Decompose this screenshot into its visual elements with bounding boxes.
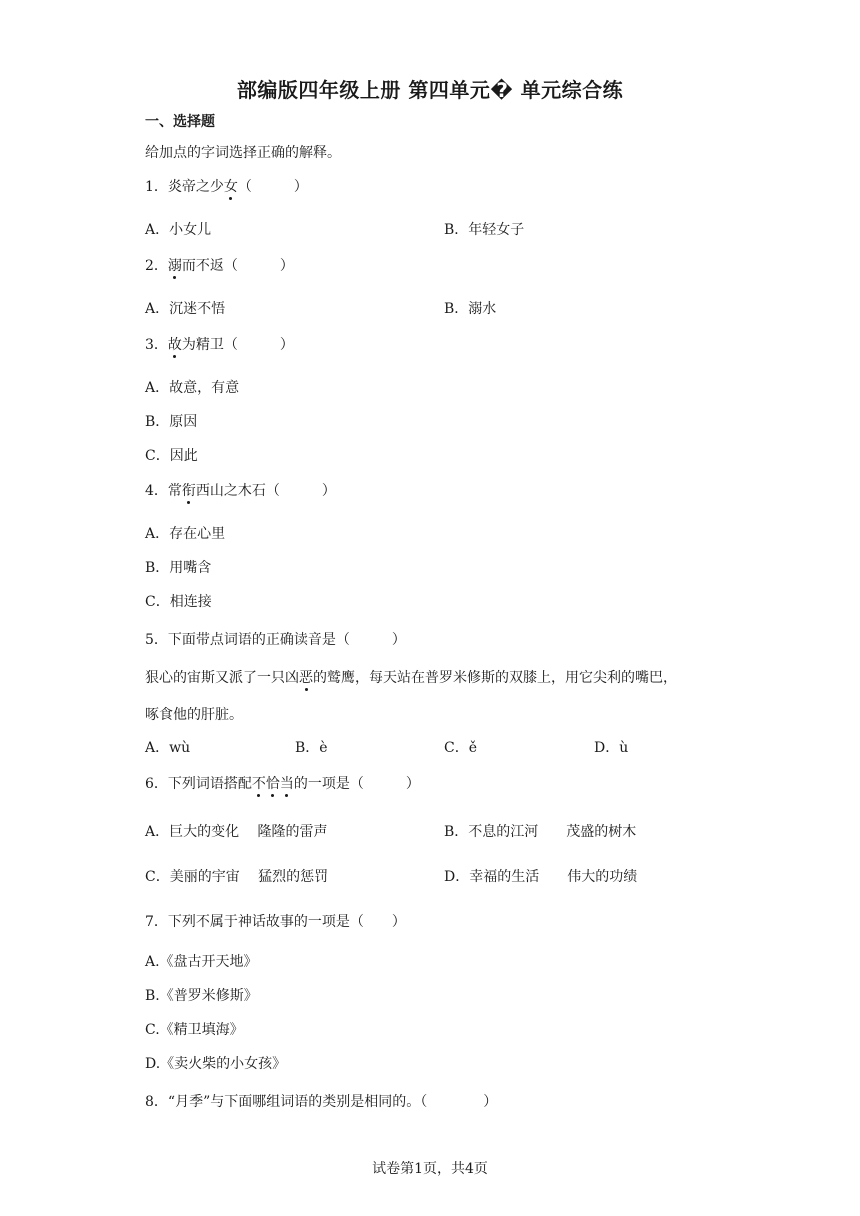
option-2a[interactable]: A．沉迷不悟 bbox=[145, 301, 226, 317]
option-6b[interactable]: B．不息的江河 茂盛的树木 bbox=[444, 824, 637, 840]
question-7: 7．下列不属于神话故事的一项是（ ） bbox=[145, 914, 406, 930]
emphasis-char: 衔 bbox=[181, 483, 196, 499]
option-7c[interactable]: C.《精卫填海》 bbox=[145, 1022, 244, 1038]
emphasis-char: 故 bbox=[167, 337, 182, 353]
question-2: 2．溺而不返（ ） bbox=[145, 258, 294, 274]
option-5b[interactable]: B．è bbox=[295, 740, 328, 756]
emphasis-char: 恰 bbox=[265, 776, 280, 792]
option-4b[interactable]: B．用嘴含 bbox=[145, 560, 212, 576]
option-6d[interactable]: D．幸福的生活 伟大的功绩 bbox=[444, 869, 638, 885]
question-1: 1．炎帝之少女（ ） bbox=[145, 179, 308, 195]
option-5a[interactable]: A．wù bbox=[145, 740, 191, 756]
question-4: 4．常衔西山之木石（ ） bbox=[145, 483, 336, 499]
emphasis-char: 女 bbox=[223, 179, 238, 195]
option-1b[interactable]: B．年轻女子 bbox=[444, 222, 525, 238]
option-3c[interactable]: C．因此 bbox=[145, 448, 198, 464]
option-2b[interactable]: B．溺水 bbox=[444, 301, 497, 317]
option-3b[interactable]: B．原因 bbox=[145, 414, 198, 430]
option-7a[interactable]: A.《盘古开天地》 bbox=[145, 954, 258, 970]
option-5d[interactable]: D．ù bbox=[594, 740, 629, 756]
option-5c[interactable]: C．ě bbox=[444, 740, 477, 756]
question-5: 5．下面带点词语的正确读音是（ ） bbox=[145, 632, 406, 648]
question-6: 6．下列词语搭配不恰当的一项是（ ） bbox=[145, 776, 420, 792]
option-7b[interactable]: B.《普罗米修斯》 bbox=[145, 988, 258, 1004]
passage-line-1: 狠心的宙斯又派了一只凶恶的鹫鹰，每天站在普罗米修斯的双膝上，用它尖利的嘴巴， bbox=[145, 670, 677, 686]
emphasis-char: 溺 bbox=[167, 258, 182, 274]
question-3: 3．故为精卫（ ） bbox=[145, 337, 294, 353]
option-4c[interactable]: C．相连接 bbox=[145, 594, 212, 610]
emphasis-char: 当 bbox=[279, 776, 294, 792]
section-heading: 一、选择题 bbox=[145, 114, 215, 130]
page-footer: 试卷第1页，共4页 bbox=[372, 1161, 488, 1177]
instruction-text: 给加点的字词选择正确的解释。 bbox=[145, 145, 341, 161]
option-1a[interactable]: A．小女儿 bbox=[145, 222, 212, 238]
option-3a[interactable]: A．故意，有意 bbox=[145, 380, 240, 396]
passage-line-2: 啄食他的肝脏。 bbox=[145, 707, 243, 723]
option-4a[interactable]: A．存在心里 bbox=[145, 526, 226, 542]
emphasis-char: 恶 bbox=[299, 670, 313, 686]
option-6a[interactable]: A．巨大的变化 隆隆的雷声 bbox=[145, 824, 328, 840]
option-6c[interactable]: C．美丽的宇宙 猛烈的惩罚 bbox=[145, 869, 329, 885]
page-title: 部编版四年级上册 第四单元� 单元综合练 bbox=[236, 78, 624, 102]
question-8: 8．“月季”与下面哪组词语的类别是相同的。（ ） bbox=[145, 1094, 498, 1110]
option-7d[interactable]: D.《卖火柴的小女孩》 bbox=[145, 1056, 287, 1072]
emphasis-char: 不 bbox=[251, 776, 266, 792]
